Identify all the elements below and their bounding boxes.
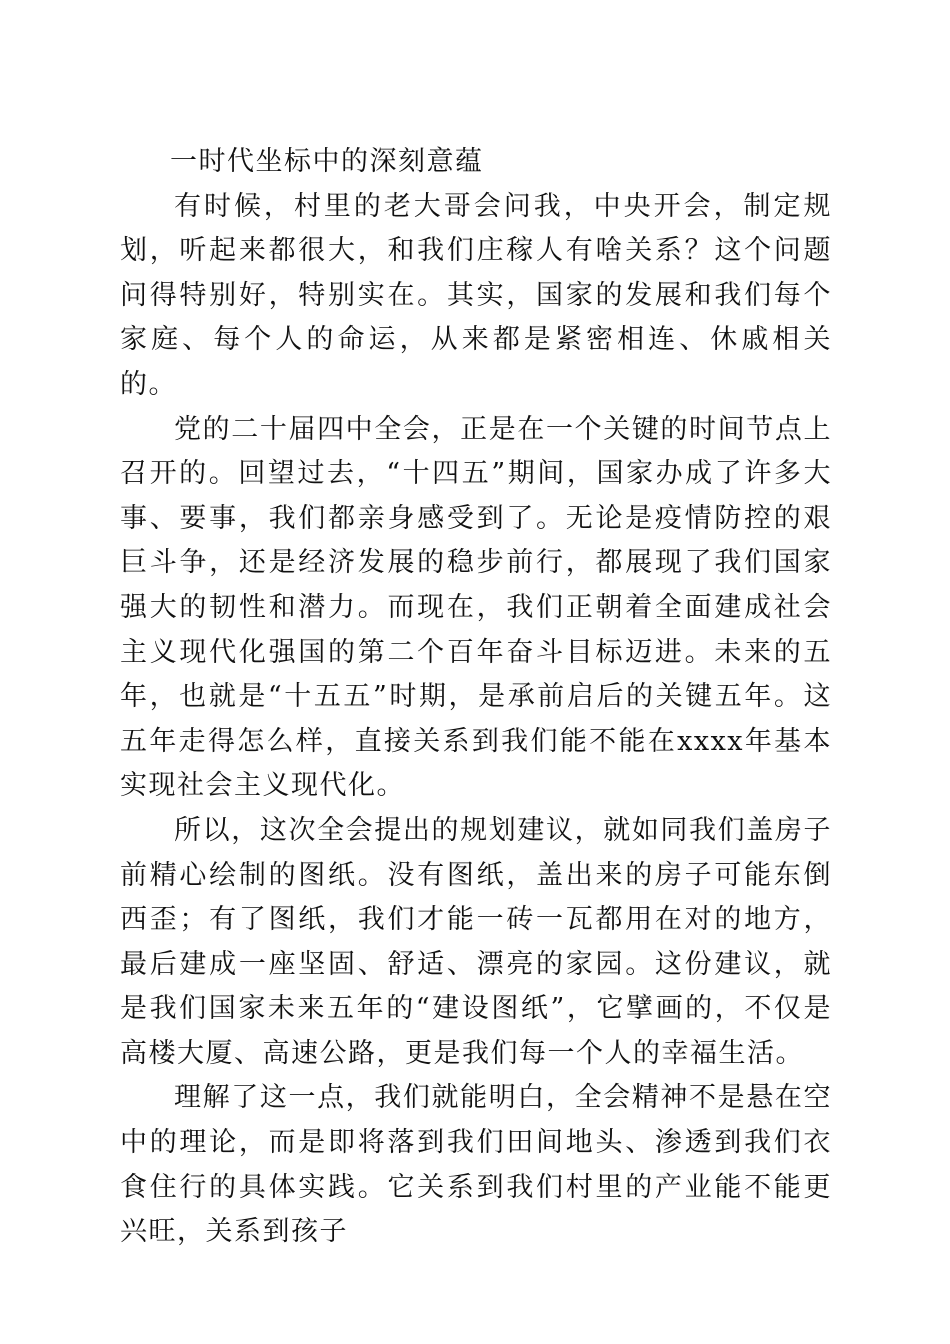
section-heading: 一时代坐标中的深刻意蕴 [170,146,484,177]
paragraph-1: 有时候，村里的老大哥会问我，中央开会，制定规划，听起来都很大，和我们庄稼人有啥关系？这个问题问得特别好，特别实在。其实，国家的发展和我们每个家庭、每个人的命运，从来都是紧密相连、休戚相关的。 [120,190,832,400]
paragraph-4: 理解了这一点，我们就能明白，全会精神不是悬在空中的理论，而是即将落到我们田间地头、渗透到我们衣食住行的具体实践。它关系到我们村里的产业能不能更兴旺，关系到孩子 [120,1082,832,1248]
document-body [120,140,832,1255]
paragraph-2: 党的二十届四中全会，正是在一个关键的时间节点上召开的。回望过去，“十四五”期间，国家办成了许多大事、要事，我们都亲身感受到了。无论是疫情防控的艰巨斗争，还是经济发展的稳步前行，都展现了我们国家强大的韧性和潜力。而现在，我们正朝着全面建成社会主义现代化强国的第二个百年奋斗目标迈进。未来的五年，也就是“十五五”时期，是承前启后的关键五年。这五年走得怎么样，直接关系到我们能不能在xxxx年基本实现社会主义现代化。 [120,413,832,802]
paragraph-3: 所以，这次全会提出的规划建议，就如同我们盖房子前精心绘制的图纸。没有图纸，盖出来的房子可能东倒西歪；有了图纸，我们才能一砖一瓦都用在对的地方，最后建成一座坚固、舒适、漂亮的家园。这份建议，就是我们国家未来五年的“建设图纸”，它擘画的，不仅是高楼大厦、高速公路，更是我们每一个人的幸福生活。 [120,814,832,1069]
